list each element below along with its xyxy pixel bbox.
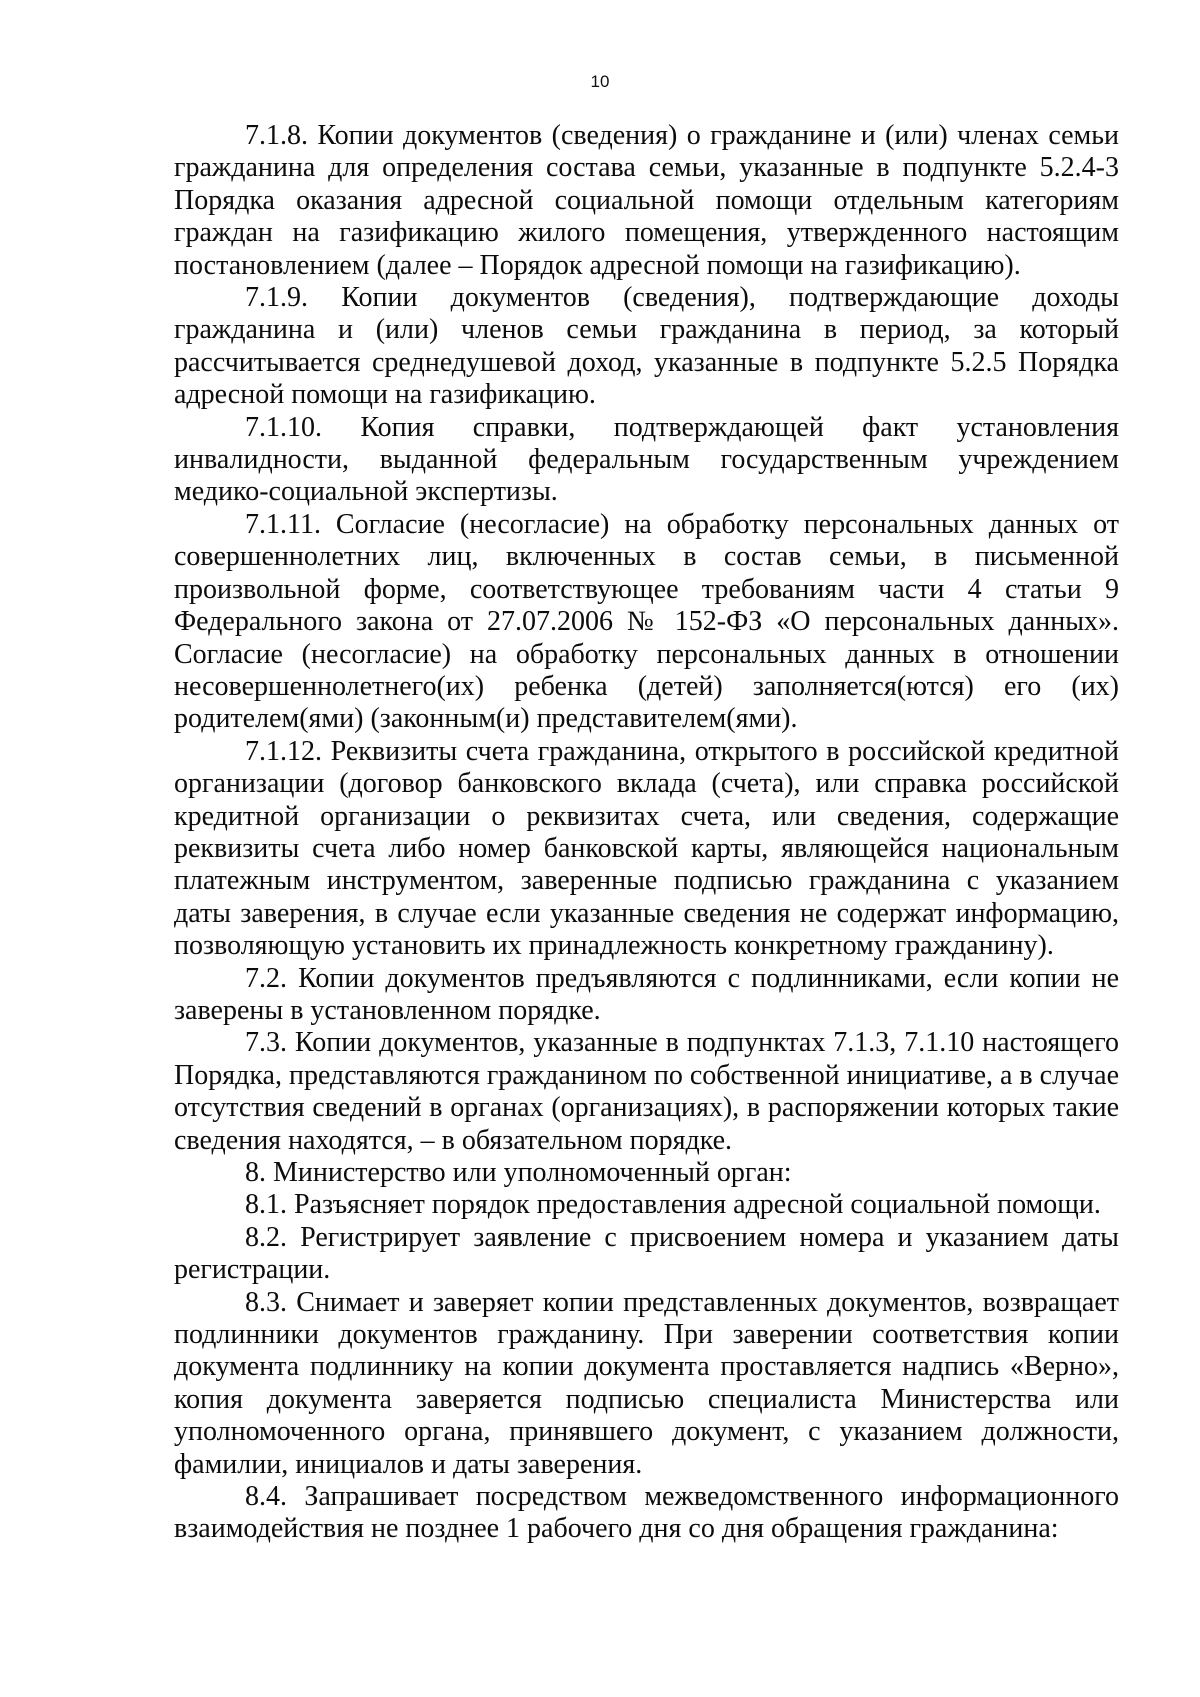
paragraph-7-1-10: 7.1.10. Копия справки, подтверждающей факт установления инвалидности, выданной федеральным государственным учреждением медико-социальной экспертизы. — [174, 411, 1119, 508]
paragraph-8-4: 8.4. Запрашивает посредством межведомственного информационного взаимодействия не позднее 1 рабочего дня со дня обращения гражданина: — [174, 1481, 1119, 1545]
paragraph-8-3: 8.3. Снимает и заверяет копии представленных документов, возвращает подлинники документов гражданину. При заверении соответствия копии документа подлиннику на копии документа проставляется надпись «Верно», копия документа заверяется подписью специалиста Министерства или уполномоченного органа, принявшего документ, с указанием должности, фамилии, инициалов и даты заверения. — [174, 1286, 1119, 1480]
paragraph-7-3: 7.3. Копии документов, указанные в подпунктах 7.1.3, 7.1.10 настоящего Порядка, представляются гражданином по собственной инициативе, а в случае отсутствия сведений в органах (организациях), в распоряжении которых такие сведения находятся, – в обязательном порядке. — [174, 1027, 1119, 1156]
paragraph-7-1-12: 7.1.12. Реквизиты счета гражданина, открытого в российской кредитной организации (договор банковского вклада (счета), или справка российской кредитной организации о реквизитах счета, или сведения, содержащие реквизиты счета либо номер банковской карты, являющейся национальным платежным инструментом, заверенные подписью гражданина с указанием даты заверения, в случае если указанные сведения не содержат информацию, позволяющую установить их принадлежность конкретному гражданину). — [174, 735, 1119, 962]
paragraph-7-1-9: 7.1.9. Копии документов (сведения), подтверждающие доходы гражданина и (или) членов семьи гражданина в период, за который рассчитывается среднедушевой доход, указанные в подпункте 5.2.5 Порядка адресной помощи на газификацию. — [174, 282, 1119, 411]
paragraph-8-1: 8.1. Разъясняет порядок предоставления адресной социальной помощи. — [245, 1189, 1101, 1221]
paragraph-8: 8. Министерство или уполномоченный орган: — [245, 1157, 792, 1188]
paragraph-7-1-11: 7.1.11. Согласие (несогласие) на обработку персональных данных от совершеннолетних лиц, включенных в состав семьи, в письменной произвольной форме, соответствующее требованиям части 4 статьи 9 Федерального закона от 27.07.2006 № 152-ФЗ «О персональных данных». Согласие (несогласие) на обработку персональных данных в отношении несовершеннолетнего(их) ребенка (детей) заполняется(ются) его (их) родителем(ями) (законным(и) представителем(ями). — [174, 508, 1119, 735]
paragraph-7-1-8: 7.1.8. Копии документов (сведения) о гражданине и (или) членах семьи гражданина для определения состава семьи, указанные в подпункте 5.2.4-3 Порядка оказания адресной социальной помощи отдельным категориям граждан на газификацию жилого помещения, утвержденного настоящим постановлением (далее – Порядок адресной помощи на газификацию). — [174, 120, 1119, 281]
paragraph-7-2: 7.2. Копии документов предъявляются с подлинниками, если копии не заверены в установленном порядке. — [174, 962, 1119, 1026]
page-number: 10 — [590, 72, 610, 91]
document-body — [174, 120, 1119, 1546]
paragraph-8-2: 8.2. Регистрирует заявление с присвоением номера и указанием даты регистрации. — [174, 1221, 1119, 1286]
